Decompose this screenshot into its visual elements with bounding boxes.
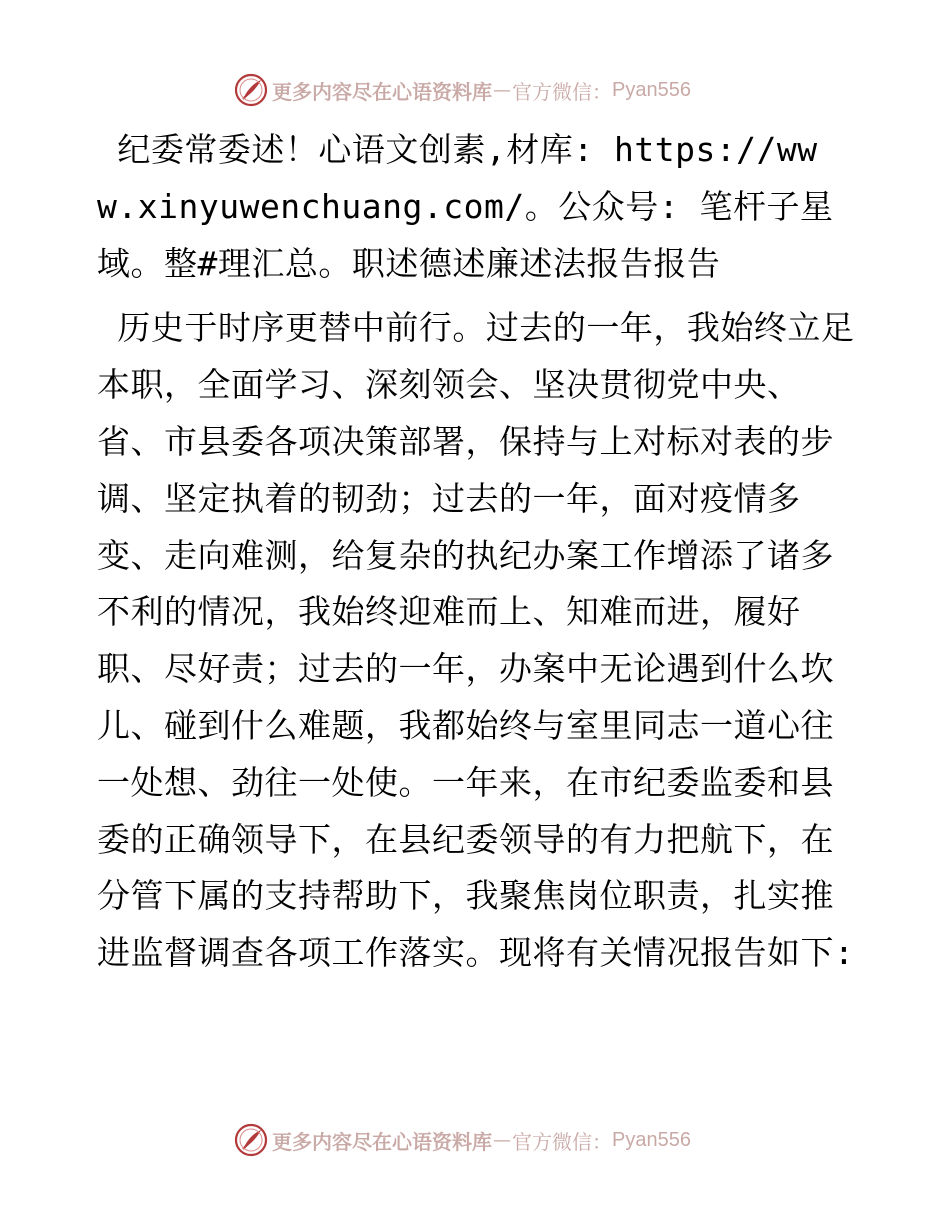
banner-text: 更多内容尽在心语资料库 [272, 79, 492, 104]
banner-wechat-id: Pyan556 [612, 1128, 691, 1151]
banner-wechat-id: Pyan556 [612, 78, 691, 101]
quill-pen-logo-icon [234, 1123, 268, 1157]
document-body [97, 122, 857, 982]
banner-wechat-label: 官方微信： [512, 79, 612, 104]
quill-pen-logo-icon [234, 73, 268, 107]
banner-text: 更多内容尽在心语资料库 [272, 1129, 492, 1154]
banner-dash: — [493, 1129, 511, 1151]
footer-watermark-banner [234, 1122, 691, 1158]
banner-dash: — [493, 79, 511, 101]
banner-wechat-label: 官方微信： [512, 1129, 612, 1154]
header-watermark-banner [234, 72, 691, 108]
document-title: 纪委常委述！心语文创素,材库: https://www.xinyuwenchuang.com/。公众号: 笔杆子星域。整#理汇总。职述德述廉述法报告报告 [97, 130, 834, 283]
document-paragraph: 历史于时序更替中前行。过去的一年，我始终立足本职，全面学习、深刻领会、坚决贯彻党中央、省、市县委各项决策部署，保持与上对标对表的步调、坚定执着的韧劲；过去的一年，面对疫情多变、走向难测，给复杂的执纪办案工作增添了诸多不利的情况，我始终迎难而上、知难而进，履好职、尽好责；过去的一年，办案中无论遇到什么坎儿、碰到什么难题，我都始终与室里同志一道心往一处想、劲往一处使。一年来，在市纪委监委和县委的正确领导下，在县纪委领导的有力把航下，在分管下属的支持帮助下，我聚焦岗位职责，扎实推进监督调查各项工作落实。现将有关情况报告如下: [97, 308, 855, 973]
